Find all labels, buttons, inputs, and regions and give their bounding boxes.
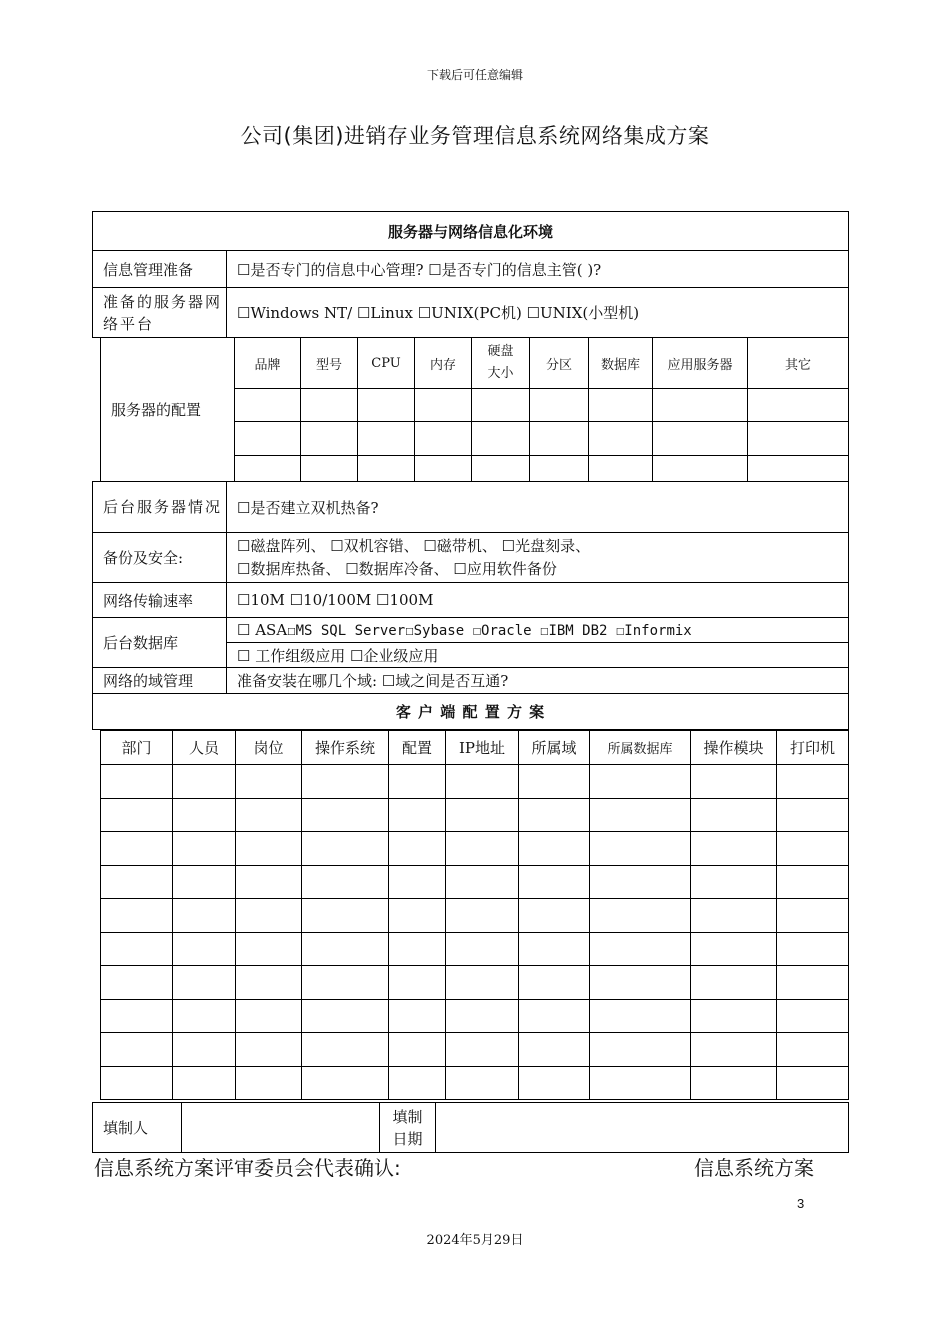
client-cell[interactable] <box>590 832 691 866</box>
client-cell[interactable] <box>777 1067 849 1100</box>
config-header: 硬盘大小 <box>472 338 530 389</box>
config-cell[interactable] <box>748 389 849 422</box>
config-cell[interactable] <box>301 422 358 456</box>
config-header: 型号 <box>301 338 358 389</box>
backup-label: 备份及安全: <box>93 533 227 583</box>
client-cell[interactable] <box>389 1000 446 1033</box>
database-options[interactable]: ☐MS SQL Server☐Sybase ☐Oracle ☐IBM DB2 ☐Informix <box>287 623 692 639</box>
client-cell[interactable] <box>236 765 302 799</box>
table-row <box>101 765 849 799</box>
config-cell[interactable] <box>472 422 530 456</box>
platform-label: 准备的服务器网络平台 <box>93 288 227 338</box>
client-cell[interactable] <box>590 1000 691 1033</box>
client-cell[interactable] <box>101 1033 173 1067</box>
domain-options[interactable]: 准备安装在哪几个域: ☐域之间是否互通? <box>227 668 849 694</box>
client-cell[interactable] <box>446 899 519 933</box>
client-header: 人员 <box>173 731 236 765</box>
server-config-label: 服务器的配置 <box>101 338 235 482</box>
client-cell[interactable] <box>101 1000 173 1033</box>
client-cell[interactable] <box>389 832 446 866</box>
client-cell[interactable] <box>389 933 446 966</box>
config-cell[interactable] <box>301 389 358 422</box>
client-cell[interactable] <box>446 933 519 966</box>
client-cell[interactable] <box>777 832 849 866</box>
client-cell[interactable] <box>777 866 849 899</box>
client-cell[interactable] <box>173 866 236 899</box>
client-cell[interactable] <box>691 966 777 1000</box>
config-cell[interactable] <box>589 456 653 482</box>
client-cell[interactable] <box>101 966 173 1000</box>
client-cell[interactable] <box>389 899 446 933</box>
config-cell[interactable] <box>653 456 748 482</box>
client-cell[interactable] <box>691 899 777 933</box>
table-row <box>101 832 849 866</box>
fill-date-label: 日期 <box>392 1129 423 1148</box>
config-cell[interactable] <box>415 389 472 422</box>
config-header: 品牌 <box>235 338 301 389</box>
client-cell[interactable] <box>519 1033 590 1067</box>
speed-options[interactable]: ☐10M ☐10/100M ☐100M <box>227 583 849 618</box>
client-header: 部门 <box>101 731 173 765</box>
config-cell[interactable] <box>530 422 589 456</box>
client-cell[interactable] <box>691 765 777 799</box>
client-cell[interactable] <box>302 899 389 933</box>
preparer-field[interactable] <box>182 1103 380 1153</box>
client-cell[interactable] <box>236 832 302 866</box>
fill-date-field[interactable] <box>436 1103 849 1153</box>
config-cell[interactable] <box>358 389 415 422</box>
client-cell[interactable] <box>590 1067 691 1100</box>
client-header: 打印机 <box>777 731 849 765</box>
client-cell[interactable] <box>519 765 590 799</box>
server-config-table <box>100 337 849 482</box>
client-cell[interactable] <box>777 765 849 799</box>
client-cell[interactable] <box>446 1000 519 1033</box>
client-header: IP地址 <box>446 731 519 765</box>
footer-confirm-line <box>94 1152 814 1181</box>
client-cell[interactable] <box>519 866 590 899</box>
config-cell[interactable] <box>530 456 589 482</box>
client-cell[interactable] <box>691 1067 777 1100</box>
client-cell[interactable] <box>173 1033 236 1067</box>
config-header: 其它 <box>748 338 849 389</box>
backend-label: 后台服务器情况 <box>93 482 227 533</box>
client-cell[interactable] <box>236 1067 302 1100</box>
client-cell[interactable] <box>173 832 236 866</box>
client-cell[interactable] <box>590 966 691 1000</box>
client-cell[interactable] <box>302 1067 389 1100</box>
config-cell[interactable] <box>472 389 530 422</box>
backup-options-line1[interactable]: ☐磁盘阵列、 ☐双机容错、 ☐磁带机、 ☐光盘刻录、 <box>237 536 591 555</box>
preparer-label: 填制人 <box>93 1103 182 1153</box>
footer-right-text: 信息系统方案 <box>694 1156 814 1180</box>
client-cell[interactable] <box>519 832 590 866</box>
config-header: 分区 <box>530 338 589 389</box>
server-env-table <box>92 211 849 338</box>
client-cell[interactable] <box>389 799 446 832</box>
client-cell[interactable] <box>101 866 173 899</box>
client-cell[interactable] <box>691 832 777 866</box>
client-cell[interactable] <box>777 799 849 832</box>
client-cell[interactable] <box>302 933 389 966</box>
config-header: 数据库 <box>589 338 653 389</box>
client-cell[interactable] <box>590 866 691 899</box>
table-row <box>101 899 849 933</box>
client-cell[interactable] <box>173 1000 236 1033</box>
config-cell[interactable] <box>358 422 415 456</box>
application-level-options[interactable]: ☐ 工作组级应用 ☐企业级应用 <box>227 643 849 668</box>
client-cell[interactable] <box>519 1000 590 1033</box>
config-cell[interactable] <box>358 456 415 482</box>
client-cell[interactable] <box>236 1033 302 1067</box>
client-cell[interactable] <box>519 933 590 966</box>
client-cell[interactable] <box>519 1067 590 1100</box>
client-cell[interactable] <box>777 1033 849 1067</box>
page-title: 公司(集团)进销存业务管理信息系统网络集成方案 <box>240 124 710 148</box>
confirm-text: 信息系统方案评审委员会代表确认: <box>94 1156 401 1180</box>
config-cell[interactable] <box>415 422 472 456</box>
domain-label: 网络的域管理 <box>93 668 227 694</box>
client-cell[interactable] <box>691 933 777 966</box>
client-header: 所属域 <box>519 731 590 765</box>
platform-options[interactable]: ☐Windows NT/ ☐Linux ☐UNIX(PC机) ☐UNIX(小型机) <box>227 288 849 338</box>
config-cell[interactable] <box>653 422 748 456</box>
config-cell[interactable] <box>472 456 530 482</box>
client-cell[interactable] <box>302 832 389 866</box>
client-cell[interactable] <box>691 1033 777 1067</box>
database-option-asa[interactable]: ☐ ASA <box>237 621 288 639</box>
client-cell[interactable] <box>519 899 590 933</box>
config-cell[interactable] <box>415 456 472 482</box>
config-cell[interactable] <box>235 389 301 422</box>
client-cell[interactable] <box>446 966 519 1000</box>
client-cell[interactable] <box>236 1000 302 1033</box>
client-config-table <box>100 730 849 1100</box>
backup-options-line2[interactable]: ☐数据库热备、 ☐数据库冷备、 ☐应用软件备份 <box>237 559 557 578</box>
client-cell[interactable] <box>590 899 691 933</box>
config-cell[interactable] <box>589 422 653 456</box>
client-header: 操作模块 <box>691 731 777 765</box>
client-cell[interactable] <box>302 765 389 799</box>
client-cell[interactable] <box>101 765 173 799</box>
config-cell[interactable] <box>748 456 849 482</box>
client-header: 岗位 <box>236 731 302 765</box>
backend-table <box>92 481 849 730</box>
backend-options[interactable]: ☐是否建立双机热备? <box>227 482 849 533</box>
table-row <box>101 966 849 1000</box>
config-cell[interactable] <box>235 456 301 482</box>
config-cell[interactable] <box>530 389 589 422</box>
client-cell[interactable] <box>590 1033 691 1067</box>
client-cell[interactable] <box>173 899 236 933</box>
header-note: 下载后可任意编辑 <box>426 68 523 82</box>
client-cell[interactable] <box>777 899 849 933</box>
client-cell[interactable] <box>236 799 302 832</box>
config-header: 应用服务器 <box>653 338 748 389</box>
client-cell[interactable] <box>691 866 777 899</box>
client-cell[interactable] <box>302 1000 389 1033</box>
client-cell[interactable] <box>590 765 691 799</box>
client-cell[interactable] <box>236 866 302 899</box>
client-cell[interactable] <box>173 799 236 832</box>
config-header: CPU <box>358 338 415 389</box>
config-header: 内存 <box>415 338 472 389</box>
client-cell[interactable] <box>101 933 173 966</box>
client-header: 配置 <box>389 731 446 765</box>
client-cell[interactable] <box>389 765 446 799</box>
client-cell[interactable] <box>389 866 446 899</box>
client-cell[interactable] <box>691 799 777 832</box>
client-cell[interactable] <box>173 966 236 1000</box>
client-cell[interactable] <box>236 966 302 1000</box>
client-cell[interactable] <box>236 899 302 933</box>
client-cell[interactable] <box>302 799 389 832</box>
client-cell[interactable] <box>389 1033 446 1067</box>
client-cell[interactable] <box>302 966 389 1000</box>
client-cell[interactable] <box>777 933 849 966</box>
client-cell[interactable] <box>389 966 446 1000</box>
client-cell[interactable] <box>446 832 519 866</box>
database-label: 后台数据库 <box>93 618 227 668</box>
table-row <box>101 1000 849 1033</box>
client-cell[interactable] <box>519 799 590 832</box>
client-cell[interactable] <box>101 899 173 933</box>
client-cell[interactable] <box>173 1067 236 1100</box>
config-cell[interactable] <box>748 422 849 456</box>
client-cell[interactable] <box>236 933 302 966</box>
client-cell[interactable] <box>446 866 519 899</box>
client-cell[interactable] <box>777 1000 849 1033</box>
client-cell[interactable] <box>446 1067 519 1100</box>
client-cell[interactable] <box>446 765 519 799</box>
config-cell[interactable] <box>235 422 301 456</box>
client-cell[interactable] <box>302 1033 389 1067</box>
it-prep-label: 信息管理准备 <box>93 251 227 288</box>
client-cell[interactable] <box>173 933 236 966</box>
signoff-table <box>92 1102 849 1153</box>
config-cell[interactable] <box>589 389 653 422</box>
client-cell[interactable] <box>590 933 691 966</box>
client-cell[interactable] <box>302 866 389 899</box>
client-cell[interactable] <box>101 832 173 866</box>
client-cell[interactable] <box>446 799 519 832</box>
client-cell[interactable] <box>590 799 691 832</box>
footer-date: 2024年5月29日 <box>426 1233 524 1248</box>
client-cell[interactable] <box>777 966 849 1000</box>
table-row <box>101 866 849 899</box>
client-cell[interactable] <box>173 765 236 799</box>
client-cell[interactable] <box>691 1000 777 1033</box>
table-row <box>101 1067 849 1100</box>
client-cell[interactable] <box>101 799 173 832</box>
client-cell[interactable] <box>519 966 590 1000</box>
page-number: 3 <box>797 1196 805 1211</box>
client-section-heading: 客 户 端 配 置 方 案 <box>93 694 849 730</box>
table-row <box>101 933 849 966</box>
client-header: 操作系统 <box>302 731 389 765</box>
client-cell[interactable] <box>389 1067 446 1100</box>
config-cell[interactable] <box>301 456 358 482</box>
server-section-heading: 服务器与网络信息化环境 <box>93 212 849 251</box>
client-header: 所属数据库 <box>590 731 691 765</box>
client-cell[interactable] <box>101 1067 173 1100</box>
client-cell[interactable] <box>446 1033 519 1067</box>
config-cell[interactable] <box>653 389 748 422</box>
it-prep-options[interactable]: ☐是否专门的信息中心管理? ☐是否专门的信息主管( )? <box>227 251 849 288</box>
table-row <box>101 1033 849 1067</box>
table-row <box>101 799 849 832</box>
speed-label: 网络传输速率 <box>93 583 227 618</box>
fill-date-label: 填制 <box>392 1107 423 1126</box>
